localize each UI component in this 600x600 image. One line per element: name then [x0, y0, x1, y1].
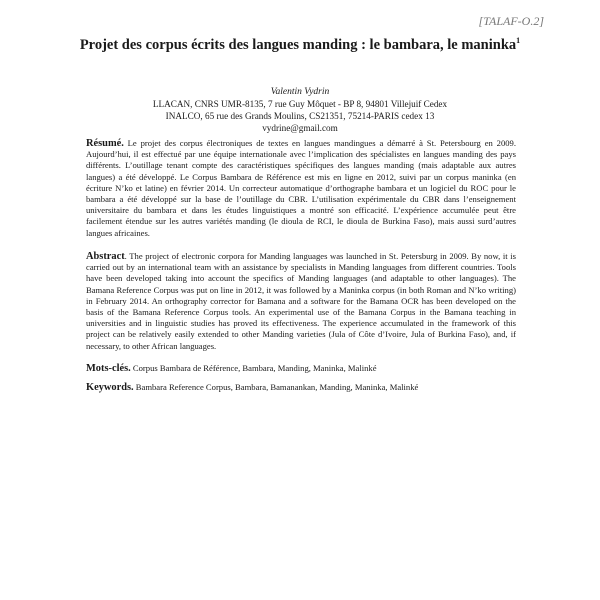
author-block	[0, 86, 600, 134]
abstract-paragraph	[86, 251, 516, 352]
keywords-paragraph	[86, 382, 516, 393]
keywords-text: Bambara Reference Corpus, Bambara, Bamanankan, Manding, Maninka, Malinké	[135, 382, 419, 392]
abstract-heading: Abstract	[86, 251, 125, 262]
affiliation-inalco: INALCO, 65 rue des Grands Moulins, CS21351, 75214-PARIS cedex 13	[165, 111, 435, 121]
motscles-paragraph	[86, 363, 516, 374]
resume-heading: Résumé.	[86, 138, 124, 149]
keywords-heading: Keywords.	[86, 382, 134, 393]
abstract-text: . The project of electronic corpora for Manding languages was launched in St. Petersburg in 2009. By now, it is carried out by an international team with an assistance by specialists in Manding languages from different countries. Tools have been developed taking into account the specifics of Manding languages (and adaptable to other languages). The Bamana Reference Corpus was put on line in 2012, it was followed by a Maninka corpus (in both Roman and N’ko writing) in February 2014. An orthography corrector for Bamana and a software for the Bamana OCR has been developed on the basis of the Bamana Reference Corpus tools. An experimental use of the Bamana Corpus in the Bamana teaching in universities and in linguistic studies has proved its effectiveness. The experience accumulated in the framework of this project can be relatively easily extended to other Manding varieties (Jula of Côte d’Ivoire, Jula of Burkina Faso), and, if necessary, to other African languages.	[86, 251, 516, 351]
paper-tag: [TALAF-O.2]	[478, 14, 544, 28]
resume-paragraph	[86, 138, 516, 239]
paper-title	[0, 36, 600, 54]
author-email: vydrine@gmail.com	[262, 123, 338, 133]
author-name: Valentin Vydrin	[270, 87, 330, 97]
paper-title-text: Projet des corpus écrits des langues manding : le bambara, le maninka	[79, 36, 517, 53]
affiliation-llacan: LLACAN, CNRS UMR-8135, 7 rue Guy Môquet - BP 8, 94801 Villejuif Cedex	[152, 99, 448, 109]
motscles-heading: Mots-clés.	[86, 363, 131, 374]
resume-text: Le projet des corpus électroniques de textes en langues mandingues a démarré à St. Petersbourg en 2009. Aujourd’hui, il est effectué par une équipe internationale avec l’implication des spécialistes en langues manding des pays différents. L’outillage tenant compte des caractéristiques spécifiques des langues manding (mais adaptable aux autres langues) a été développé. Le Corpus Bambara de Référence est mis en ligne en 2012, suivi par un corpus maninka (en écriture N’ko et latine) en février 2014. Un correcteur automatique d’orthographe bambara et un logiciel du ROC pour le bambara a été développé sur la base de l’outillage du CBR. L’utilisation expérimentale du CBR dans l’enseignement universitaire du bambara et dans les études linguistiques a montré son efficacité. L’expérience accumulée peut être facilement étendue sur les autres variétés manding (le dioula de RCI, le dioula de Burkina Faso), mais aussi surd’autres langues africaines.	[86, 138, 516, 238]
title-footnote-marker: 1	[516, 36, 521, 45]
motscles-text: Corpus Bambara de Référence, Bambara, Manding, Maninka, Malinké	[132, 363, 377, 373]
